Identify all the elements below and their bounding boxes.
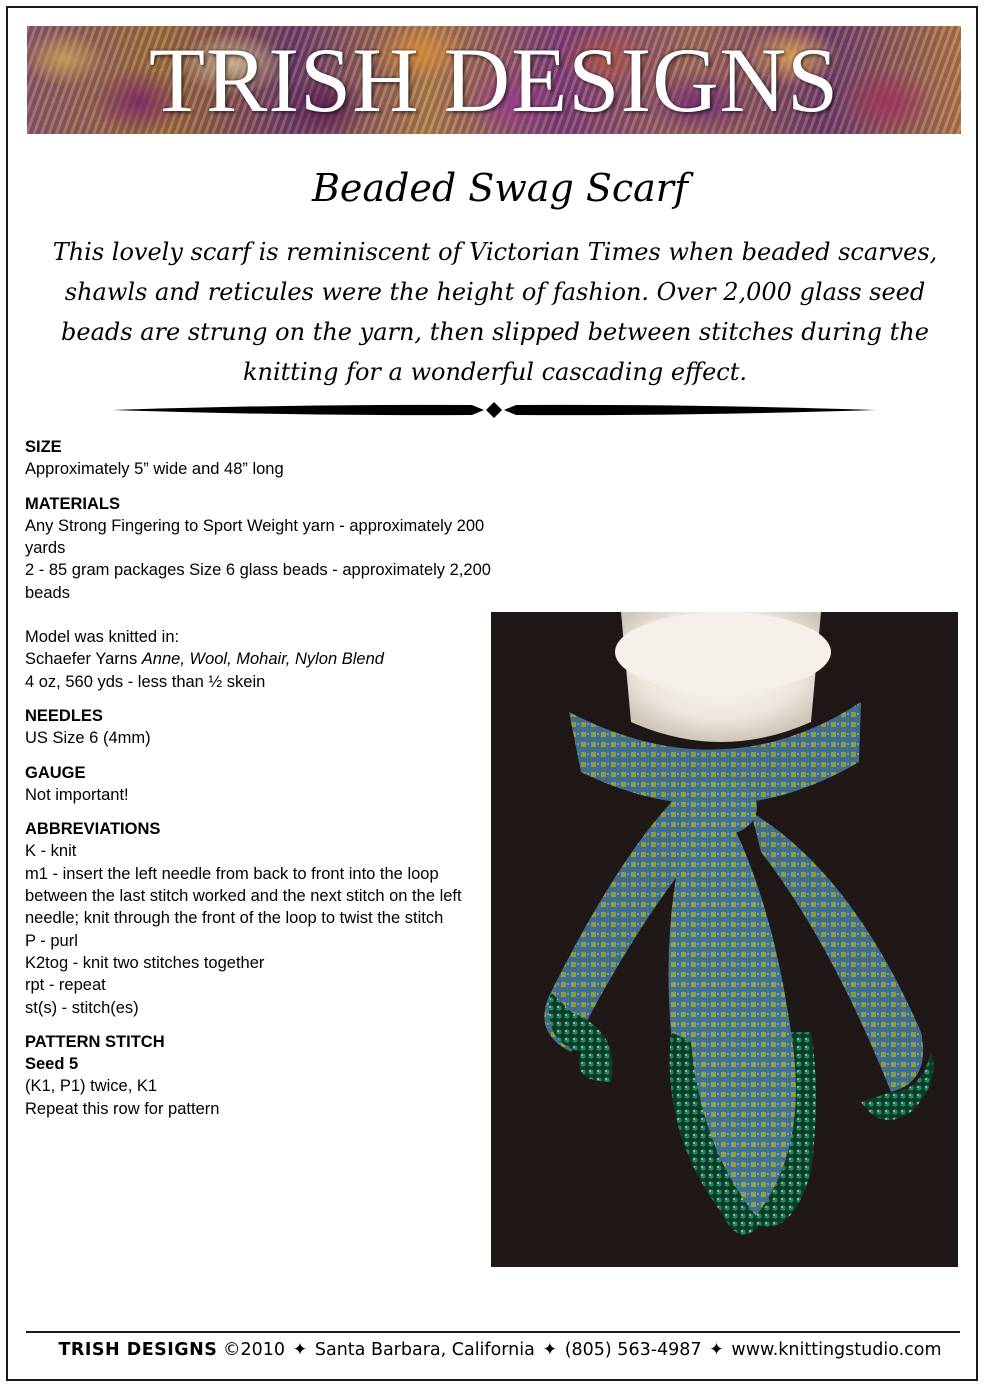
pattern-details [25,436,495,1132]
model-label: Model was knitted in: [25,628,180,647]
footer-phone: (805) 563-4987 [564,1340,702,1360]
star-separator-icon: ✦ [542,1340,558,1360]
needles-text: US Size 6 (4mm) [25,729,151,748]
decorative-divider [112,398,876,422]
star-separator-icon: ✦ [292,1340,308,1360]
footer-brand: TRISH DESIGNS [58,1340,218,1360]
materials-line-yarn: Any Strong Fingering to Sport Weight yarn - approximately 200 yards [25,516,485,558]
materials-heading: MATERIALS [25,494,121,513]
stitch-name: Seed 5 [25,1055,79,1074]
gauge-heading: GAUGE [25,763,86,782]
stitch-repeat: Repeat this row for pattern [25,1099,220,1118]
size-section [25,436,495,481]
yarn-brand: Schaefer Yarns [25,650,142,669]
abbreviation-item: rpt - repeat [25,976,106,995]
brand-title: TRISH DESIGNS [148,29,840,131]
needles-section [25,705,495,750]
abbreviations-section [25,818,495,1019]
header-banner [27,26,961,134]
materials-line-beads: 2 - 85 gram packages Size 6 glass beads - approximately 2,200 beads [25,561,491,602]
intro-paragraph: This lovely scarf is reminiscent of Victorian Times when beaded scarves, shawls and reticules were the height of fashion. Over 2,000 glass seed beads are strung on the yarn, then slipped between stitches during the knitting for a wonderful cascading effect. [52,238,938,386]
size-heading: SIZE [25,438,62,456]
yarn-amount: 4 oz, 560 yds - less than ½ skein [25,672,266,691]
footer-location: Santa Barbara, California [314,1340,535,1360]
pattern-stitch-section [25,1031,495,1120]
gauge-text: Not important! [25,785,129,804]
pattern-stitch-heading: PATTERN STITCH [25,1032,165,1051]
abbreviation-item: K2tog - knit two stitches together [25,953,265,972]
footer [0,1336,1000,1364]
star-separator-icon: ✦ [709,1340,724,1360]
abbreviation-item: P - purl [25,931,78,950]
gauge-section [25,762,495,807]
size-text: Approximately 5” wide and 48” long [25,460,284,479]
stitch-row: (K1, P1) twice, K1 [25,1077,158,1096]
pattern-title: Beaded Swag Scarf [311,166,689,210]
scarf-photo [491,612,958,1267]
abbreviation-item: st(s) - stitch(es) [25,998,139,1017]
needles-heading: NEEDLES [25,706,103,725]
scarf-illustration [491,612,958,1267]
materials-section [25,493,495,693]
abbreviation-item: K - knit [25,842,77,861]
yarn-name: Anne, Wool, Mohair, Nylon Blend [141,650,384,669]
abbreviations-heading: ABBREVIATIONS [25,820,161,839]
abbreviation-item: m1 - insert the left needle from back to front into the loop between the last stitch worked and the next stitch on the left needle; knit through the front of the loop to twist the stitch [25,864,462,928]
footer-rule [26,1331,960,1333]
footer-website[interactable]: www.knittingstudio.com [731,1340,942,1360]
model-yarn [25,648,495,670]
footer-copyright: ©2010 [223,1340,286,1360]
